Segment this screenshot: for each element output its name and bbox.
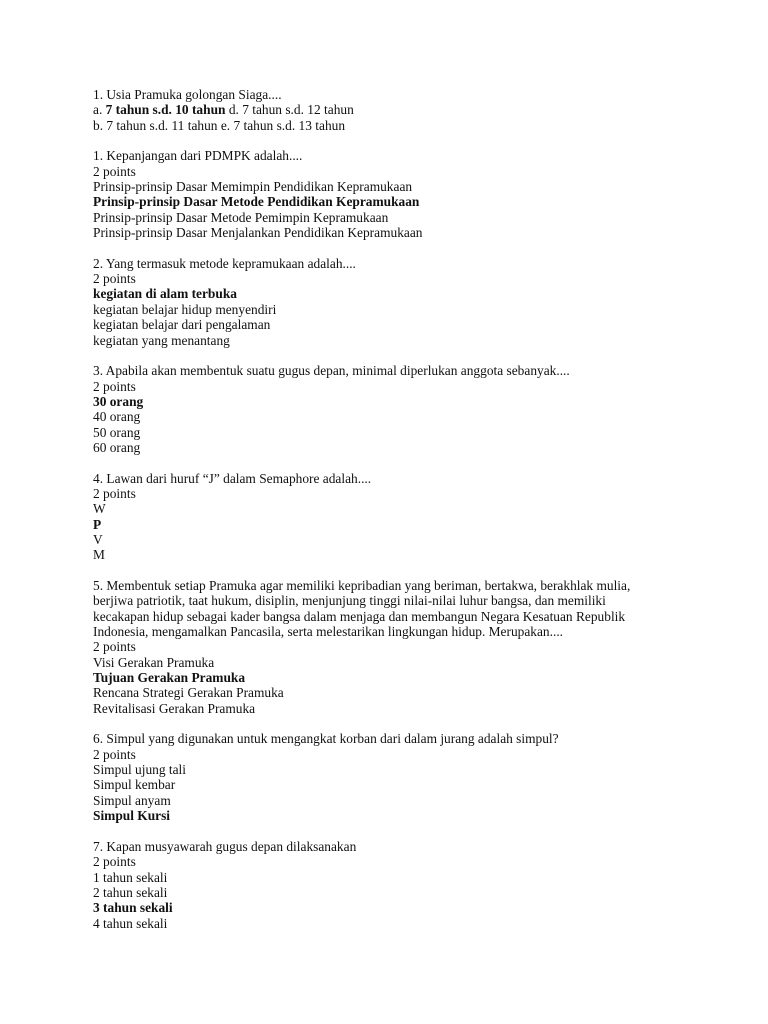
question-block bbox=[93, 363, 733, 455]
spacer bbox=[93, 563, 733, 578]
option: 40 orang bbox=[93, 409, 141, 425]
correct-answer: Prinsip-prinsip Dasar Metode Pendidikan Kepramukaan bbox=[93, 194, 420, 210]
option: kegiatan belajar hidup menyendiri bbox=[93, 301, 277, 317]
points-label: 2 points bbox=[93, 485, 136, 501]
option: kegiatan belajar dari pengalaman bbox=[93, 317, 271, 333]
option-line-b: b. 7 tahun s.d. 11 tahun e. 7 tahun s.d. 13 tahun bbox=[93, 117, 346, 133]
question-text: 6. Simpul yang digunakan untuk mengangkat korban dari dalam jurang adalah simpul? bbox=[93, 731, 559, 747]
option: Simpul ujung tali bbox=[93, 762, 186, 778]
question-text: 7. Kapan musyawarah gugus depan dilaksanakan bbox=[93, 838, 357, 854]
option: Rencana Strategi Gerakan Pramuka bbox=[93, 685, 284, 701]
question-block bbox=[93, 578, 733, 716]
correct-answer: Simpul Kursi bbox=[93, 808, 171, 824]
option: M bbox=[93, 547, 105, 563]
question-text: 3. Apabila akan membentuk suatu gugus depan, minimal diperlukan anggota sebanyak.... bbox=[93, 363, 570, 379]
question-text: 1. Kepanjangan dari PDMPK adalah.... bbox=[93, 148, 303, 164]
spacer bbox=[93, 348, 733, 363]
spacer bbox=[93, 133, 733, 148]
option: Visi Gerakan Pramuka bbox=[93, 654, 215, 670]
option: Simpul anyam bbox=[93, 792, 171, 808]
option: kegiatan yang menantang bbox=[93, 332, 230, 348]
points-label: 2 points bbox=[93, 639, 136, 655]
correct-answer: P bbox=[93, 516, 102, 532]
spacer bbox=[93, 716, 733, 731]
points-label: 2 points bbox=[93, 854, 136, 870]
option: 1 tahun sekali bbox=[93, 869, 168, 885]
option: W bbox=[93, 501, 106, 517]
document-page bbox=[93, 87, 733, 931]
option-rest: d. 7 tahun s.d. 12 tahun bbox=[225, 102, 354, 118]
correct-answer: 30 orang bbox=[93, 393, 144, 409]
question-text: 2. Yang termasuk metode kepramukaan adalah.... bbox=[93, 255, 356, 271]
option: 50 orang bbox=[93, 424, 141, 440]
question-block bbox=[93, 471, 733, 563]
question-block bbox=[93, 87, 733, 133]
option: Simpul kembar bbox=[93, 777, 176, 793]
question-block bbox=[93, 256, 733, 348]
points-label: 2 points bbox=[93, 378, 136, 394]
spacer bbox=[93, 824, 733, 839]
question-text: 4. Lawan dari huruf “J” dalam Semaphore adalah.... bbox=[93, 470, 372, 486]
points-label: 2 points bbox=[93, 746, 136, 762]
correct-answer: 3 tahun sekali bbox=[93, 900, 173, 916]
question-block bbox=[93, 148, 733, 240]
option: Prinsip-prinsip Dasar Menjalankan Pendidikan Kepramukaan bbox=[93, 225, 423, 241]
question-text-line: kecakapan hidup sebagai kader bangsa dalam menjaga dan membangun Negara Kesatuan Republik bbox=[93, 608, 626, 624]
option: V bbox=[93, 531, 103, 547]
correct-answer: Tujuan Gerakan Pramuka bbox=[93, 670, 246, 686]
question-text-line: 5. Membentuk setiap Pramuka agar memiliki kepribadian yang beriman, bertakwa, berakhlak mulia, bbox=[93, 578, 631, 593]
correct-answer: kegiatan di alam terbuka bbox=[93, 286, 237, 302]
option-prefix: a. bbox=[93, 102, 106, 118]
option: 60 orang bbox=[93, 439, 141, 455]
points-label: 2 points bbox=[93, 163, 136, 179]
question-block bbox=[93, 731, 733, 823]
option: 2 tahun sekali bbox=[93, 884, 168, 900]
question-text-line: Indonesia, mengamalkan Pancasila, serta melestarikan lingkungan hidup. Merupakan.... bbox=[93, 624, 564, 640]
question-text: 1. Usia Pramuka golongan Siaga.... bbox=[93, 87, 282, 102]
question-block bbox=[93, 839, 733, 931]
option: Prinsip-prinsip Dasar Metode Pemimpin Kepramukaan bbox=[93, 209, 389, 225]
correct-answer: 7 tahun s.d. 10 tahun bbox=[105, 102, 226, 118]
option: Revitalisasi Gerakan Pramuka bbox=[93, 700, 256, 716]
option-line-a bbox=[93, 102, 733, 117]
spacer bbox=[93, 240, 733, 255]
option: Prinsip-prinsip Dasar Memimpin Pendidikan Kepramukaan bbox=[93, 179, 413, 195]
question-text-line: berjiwa patriotik, taat hukum, disiplin, menjunjung tinggi nilai-nilai luhur bangsa, dan memiliki bbox=[93, 593, 606, 609]
option: 4 tahun sekali bbox=[93, 915, 168, 931]
points-label: 2 points bbox=[93, 271, 136, 287]
spacer bbox=[93, 455, 733, 470]
